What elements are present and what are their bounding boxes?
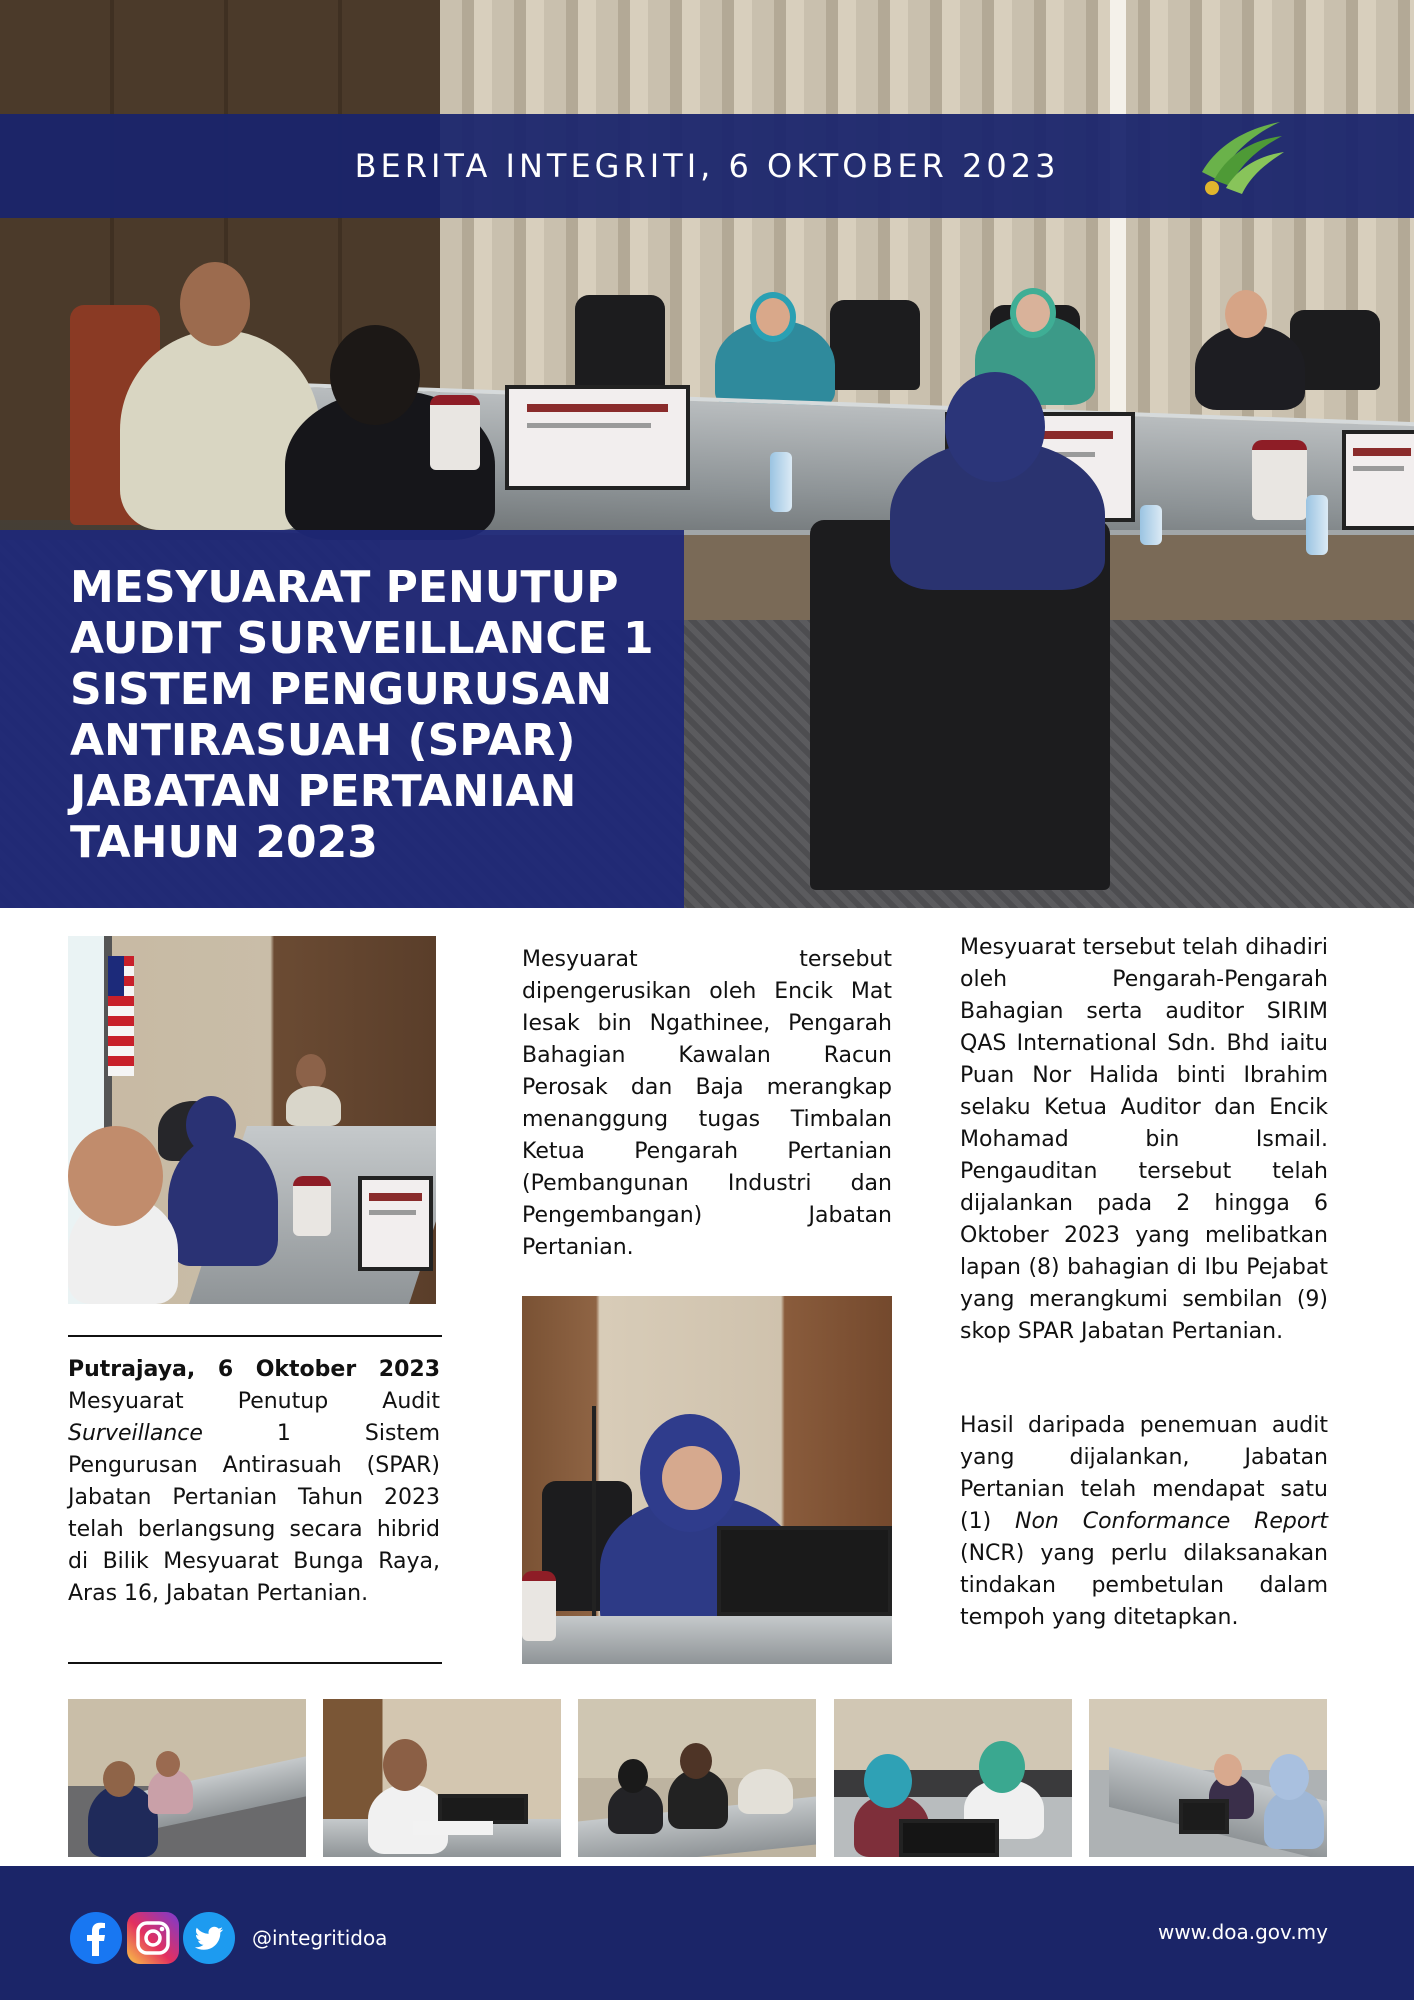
auditor-face [662, 1446, 722, 1510]
divider [68, 1335, 442, 1337]
auditor-photo [522, 1296, 892, 1664]
window-light [1110, 0, 1126, 470]
attendee-head [945, 372, 1045, 482]
attendee-head [1010, 288, 1056, 338]
lead-paragraph [68, 1354, 440, 1610]
attendee-head [1225, 290, 1267, 338]
integrity-logo [1188, 114, 1288, 214]
meeting-photo [68, 936, 436, 1304]
water-bottle [1306, 495, 1328, 555]
attendee [1195, 325, 1305, 410]
social-handle[interactable]: @integritidoa [252, 1926, 388, 1950]
thumbnail-photo [578, 1699, 816, 1857]
attendee-head [750, 292, 796, 342]
laptop-screen [505, 385, 690, 490]
headline-line: AUDIT SURVEILLANCE 1 [70, 613, 654, 664]
lead-italic: Surveillance [68, 1421, 277, 1446]
chair [575, 295, 665, 390]
water-bottle [770, 452, 792, 512]
headline [70, 562, 670, 868]
thermos [293, 1176, 331, 1236]
thumbnail-photo [323, 1699, 561, 1857]
banner-title: BERITA INTEGRITI, 6 OKTOBER 2023 [354, 147, 1060, 185]
thermos [522, 1571, 556, 1641]
attendee [286, 1086, 341, 1126]
website-link[interactable]: www.doa.gov.my [1157, 1920, 1328, 1944]
monitor [717, 1526, 892, 1616]
chair [830, 300, 920, 390]
water-bottle [1140, 505, 1162, 545]
headline-line: SISTEM PENGURUSAN [70, 664, 613, 715]
col3-italic: Non Conformance Report [1015, 1509, 1328, 1534]
dateline: Putrajaya, 6 Oktober 2023 [68, 1357, 440, 1382]
laptop-screen [358, 1176, 433, 1271]
thumbnail-photo [834, 1699, 1072, 1857]
attendee-head [68, 1126, 163, 1226]
thumbnail-photo [68, 1699, 306, 1857]
thermos [430, 395, 480, 470]
microphone [592, 1406, 596, 1636]
headline-line: JABATAN PERTANIAN [70, 766, 577, 817]
column3-paragraph-1: Mesyuarat tersebut telah dihadiri oleh Pengarah-Pengarah Bahagian serta auditor SIRIM QAS International Sdn. Bhd iaitu Puan Nor Halida binti Ibrahim selaku Ketua Auditor dan Encik Mohamad bin Ismail. Pengauditan tersebut telah dijalankan pada 2 hingga 6 Oktober 2023 yang melibatkan lapan (8) bahagian di Ibu Pejabat yang merangkumi sembilan (9) skop SPAR Jabatan Pertanian. [960, 935, 1328, 1344]
attendee-head [186, 1096, 236, 1154]
lead-text: 1 Sistem Pengurusan Antirasuah (SPAR) Jabatan Pertanian Tahun 2023 telah berlangsung secara hibrid di Bilik Mesyuarat Bunga Raya, Aras 16, Jabatan Pertanian. [68, 1421, 440, 1606]
thumbnail-photo [1089, 1699, 1327, 1857]
col3-text: (NCR) yang perlu dilaksanakan tindakan pembetulan dalam tempoh yang ditetapkan. [960, 1541, 1328, 1630]
headline-line: MESYUARAT PENUTUP [70, 562, 619, 613]
attendee [168, 1136, 278, 1266]
headline-line: ANTIRASUAH (SPAR) [70, 715, 576, 766]
thermos [1252, 440, 1307, 520]
lead-text: Mesyuarat Penutup Audit [68, 1389, 440, 1414]
column3-paragraph-2 [960, 1410, 1328, 1634]
facebook-icon[interactable] [70, 1912, 122, 1964]
attendee-head [296, 1054, 326, 1090]
column2-paragraph: Mesyuarat tersebut dipengerusikan oleh Encik Mat Iesak bin Ngathinee, Pengarah Bahagian Kawalan Racun Perosak dan Baja merangkap menanggung tugas Timbalan Ketua Pengarah Pertanian (Pembangunan Industri dan Pengembangan) Jabatan Pertanian. [522, 947, 892, 1260]
attendee-head [330, 325, 420, 425]
divider [68, 1662, 442, 1664]
laptop-screen [1342, 430, 1414, 530]
headline-line: TAHUN 2023 [70, 817, 378, 868]
chairman-head [180, 262, 250, 346]
instagram-icon[interactable] [127, 1912, 179, 1964]
twitter-icon[interactable] [183, 1912, 235, 1964]
col3-text: Hasil daripada penemuan audit yang dijalankan, Jabatan Pertanian telah mendapat satu (1) [960, 1413, 1328, 1534]
